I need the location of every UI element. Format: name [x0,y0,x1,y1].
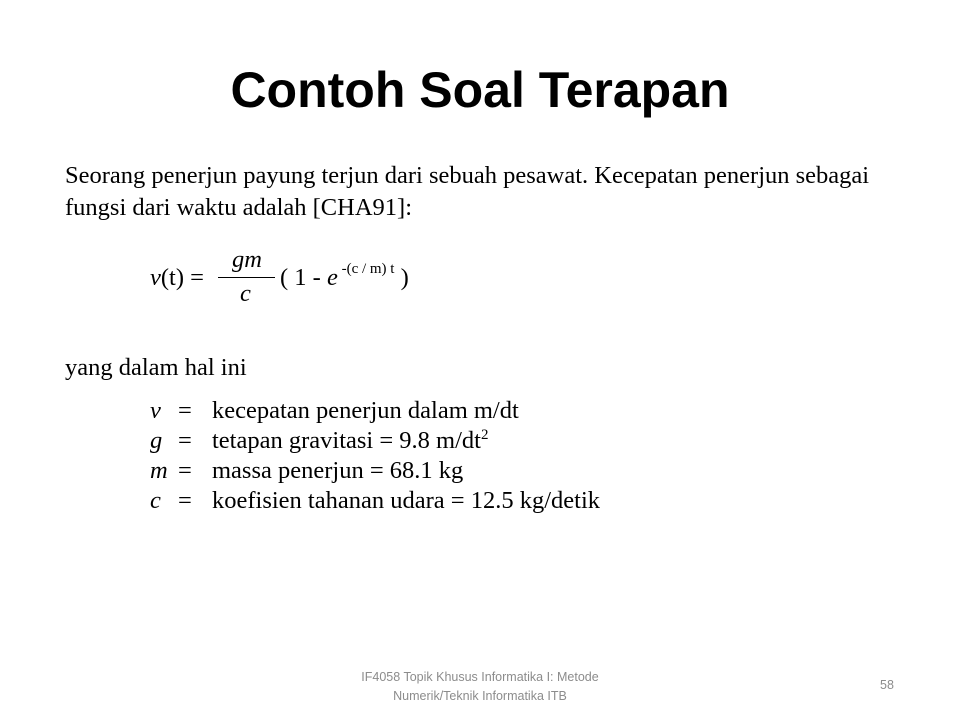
formula-numerator: gm [232,246,262,273]
definition-text [212,486,600,516]
definition-text [212,456,463,486]
formula-lhs-var: (t) = [160,264,204,291]
intro-paragraph [65,160,945,224]
formula-lhs-func: v [150,264,161,291]
definition-superscript: 2 [480,426,489,443]
definition-equals: = [178,487,192,514]
fraction-bar [218,277,275,278]
formula-lhs [150,264,204,292]
formula-paren-close: ) [394,264,409,291]
formula-exponent: -(c / m) t [337,261,395,277]
velocity-formula [150,244,450,314]
footer-line-1: IF4058 Topik Khusus Informatika I: Metode [361,670,599,684]
formula-parenthesis-term [280,261,409,292]
definition-symbol: m [150,457,168,484]
definition-description: koefisien tahanan udara = 12.5 kg/detik [212,487,601,514]
definition-description: tetapan gravitasi = 9.8 m/dt [212,427,481,454]
definition-equals: = [178,457,192,484]
where-text: yang dalam hal ini [65,354,247,381]
definition-text [212,396,519,426]
formula-base: e [326,264,338,291]
page-number: 58 [880,678,894,692]
footer-line-2: Numerik/Teknik Informatika ITB [393,689,567,703]
definition-text [212,426,488,456]
slide-title: Contoh Soal Terapan [230,62,730,118]
definition-description: massa penerjun = 68.1 kg [212,457,464,484]
intro-line-1: Seorang penerjun payung terjun dari sebuah pesawat. Kecepatan penerjun sebagai [65,162,870,189]
definition-equals: = [178,427,192,454]
formula-paren-open: ( 1 - [280,264,327,291]
intro-line-2: fungsi dari waktu adalah [CHA91]: [65,194,412,221]
footer-text [320,668,640,706]
definition-symbol: c [150,487,161,514]
formula-denominator: c [240,280,251,307]
definition-symbol: v [150,397,161,424]
definition-symbol: g [150,427,163,454]
definition-description: kecepatan penerjun dalam m/dt [212,397,519,424]
definition-equals: = [178,397,192,424]
